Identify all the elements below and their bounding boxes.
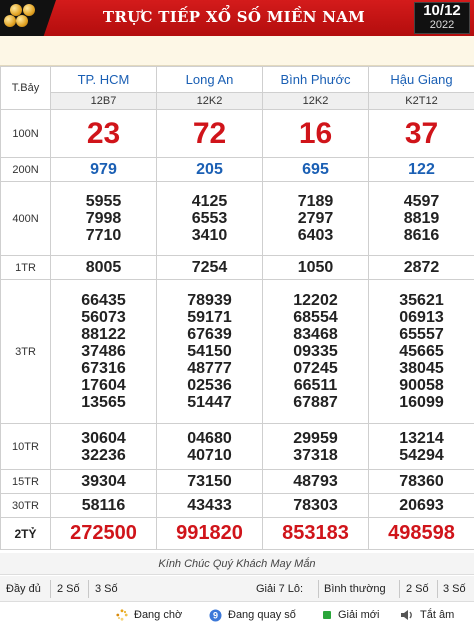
prize-row <box>1 518 474 550</box>
prize-cell <box>263 424 369 470</box>
prize-number: 3410 <box>191 227 228 244</box>
prize-cell <box>157 110 263 158</box>
prize-row <box>1 256 474 280</box>
view-2-digits-button[interactable]: 2 Số <box>57 583 80 595</box>
prize-number: 43433 <box>187 497 232 514</box>
prize-number: 66511 <box>293 377 338 394</box>
prize-label: 400N <box>1 182 51 256</box>
prize-number: 7710 <box>85 227 122 244</box>
prize-cell <box>263 280 369 424</box>
prize-cell <box>157 256 263 280</box>
prize-cell <box>157 470 263 494</box>
prize-row <box>1 470 474 494</box>
prize-number: 83468 <box>293 326 338 343</box>
prize-number: 7254 <box>191 259 228 276</box>
svg-text:9: 9 <box>212 610 219 621</box>
page-title: TRỰC TIẾP XỔ SỐ MIỀN NAM <box>102 8 366 26</box>
prize-row <box>1 110 474 158</box>
prize-number: 20693 <box>399 497 444 514</box>
prize-cell <box>51 280 157 424</box>
sound-toggle-label[interactable]: Tắt âm <box>420 609 455 621</box>
prize-number: 72 <box>192 116 227 150</box>
prize-number: 979 <box>90 160 117 178</box>
prize-number: 48793 <box>293 473 338 490</box>
prize-number: 4597 <box>403 193 440 210</box>
prize-number: 12202 <box>293 292 338 309</box>
lo-3-digits-button[interactable]: 3 Số <box>443 583 466 595</box>
prize-number: 498598 <box>388 522 455 544</box>
prize-number: 07245 <box>293 360 338 377</box>
prize-number: 7189 <box>297 193 334 210</box>
legend-waiting <box>116 602 182 628</box>
prize-number: 78360 <box>399 473 444 490</box>
prize-cell <box>157 280 263 424</box>
prize-number: 67887 <box>293 394 338 411</box>
prize-number: 122 <box>408 160 435 178</box>
prize-row <box>1 494 474 518</box>
prize-number: 65557 <box>399 326 444 343</box>
prize-number: 37318 <box>293 446 338 464</box>
prize-label: 15TR <box>1 470 51 494</box>
ad-band <box>0 36 474 66</box>
prize-number: 32236 <box>81 446 126 464</box>
speaker-icon[interactable] <box>400 609 414 621</box>
sound-toggle[interactable] <box>400 602 454 628</box>
prize-number: 67316 <box>81 360 126 377</box>
prize-number: 45665 <box>399 343 444 360</box>
prize-cell <box>263 110 369 158</box>
prize-cell <box>51 424 157 470</box>
prize-number: 38045 <box>399 360 444 377</box>
prize-cell <box>263 518 369 550</box>
province-code: K2T12 <box>369 93 474 110</box>
prize-label: 3TR <box>1 280 51 424</box>
legend-new-prize <box>322 602 379 628</box>
spinning-number-icon <box>209 609 222 622</box>
prize-number: 8819 <box>403 210 440 227</box>
prize-number: 30604 <box>81 429 126 447</box>
prize-number: 78939 <box>187 292 232 309</box>
prize-cell <box>51 110 157 158</box>
prize-number: 7998 <box>85 210 122 227</box>
prize-cell <box>369 158 474 182</box>
prize-number: 16 <box>298 116 333 150</box>
prize-cell <box>51 256 157 280</box>
date-badge <box>414 2 470 34</box>
new-prize-marker-icon <box>322 610 332 620</box>
province-row <box>1 67 474 93</box>
prize-number: 37486 <box>81 343 126 360</box>
prize-number: 695 <box>302 160 329 178</box>
prize-number: 54294 <box>399 446 444 464</box>
prize-cell <box>51 494 157 518</box>
province-name[interactable]: Hậu Giang <box>369 67 474 93</box>
prize-label: 30TR <box>1 494 51 518</box>
prize-number: 48777 <box>187 360 232 377</box>
prize-number: 06913 <box>399 309 444 326</box>
prize-number: 6553 <box>191 210 228 227</box>
prize-number: 23 <box>86 116 121 150</box>
prize-cell <box>51 518 157 550</box>
prize-number: 1050 <box>297 259 334 276</box>
prize-number: 272500 <box>70 522 137 544</box>
prize-number: 88122 <box>81 326 126 343</box>
prize-cell <box>51 182 157 256</box>
prize-cell <box>51 158 157 182</box>
province-name[interactable]: Bình Phước <box>263 67 369 93</box>
prize-row <box>1 280 474 424</box>
prize-number: 2872 <box>403 259 440 276</box>
prize-number: 59171 <box>187 309 232 326</box>
lo-normal-button[interactable]: Bình thường <box>324 583 386 595</box>
prize-cell <box>263 256 369 280</box>
prize-number: 37 <box>404 116 439 150</box>
legend-new-prize-label: Giải mới <box>338 609 380 621</box>
prize-cell <box>157 494 263 518</box>
prize-cell <box>157 182 263 256</box>
prize-number: 68554 <box>293 309 338 326</box>
day-label: T.Bảy <box>1 67 51 110</box>
prize-row <box>1 424 474 470</box>
display-toolbar <box>0 576 474 602</box>
status-legend <box>0 602 474 628</box>
view-full-button[interactable]: Đầy đủ <box>6 583 41 595</box>
greeting-text: Kính Chúc Quý Khách May Mắn <box>0 553 474 575</box>
prize-cell <box>369 182 474 256</box>
prize-cell <box>369 518 474 550</box>
prize-label: 100N <box>1 110 51 158</box>
header-bar <box>0 0 474 36</box>
prize-cell <box>369 280 474 424</box>
code-row <box>1 93 474 110</box>
province-code: 12K2 <box>263 93 369 110</box>
prize-number: 58116 <box>81 497 126 514</box>
prize-number: 40710 <box>187 446 232 464</box>
legend-waiting-label: Đang chờ <box>134 609 183 621</box>
province-code: 12K2 <box>157 93 263 110</box>
prize-cell <box>369 424 474 470</box>
prize-number: 02536 <box>187 377 232 394</box>
prize-number: 56073 <box>81 309 126 326</box>
prize-number: 13565 <box>81 394 126 411</box>
prize-number: 54150 <box>187 343 232 360</box>
prize-cell <box>369 494 474 518</box>
prize-number: 205 <box>196 160 223 178</box>
prize-cell <box>263 494 369 518</box>
prize-number: 853183 <box>282 522 349 544</box>
prize-cell <box>263 158 369 182</box>
prize-cell <box>263 470 369 494</box>
prize-cell <box>263 182 369 256</box>
prize-number: 35621 <box>399 292 444 309</box>
prize-number: 13214 <box>399 429 444 447</box>
legend-spinning-label: Đang quay số <box>228 609 296 621</box>
prize-number: 66435 <box>81 292 126 309</box>
prize-number: 17604 <box>81 377 126 394</box>
prize-cell <box>369 110 474 158</box>
legend-spinning <box>209 602 296 628</box>
province-code: 12B7 <box>51 93 157 110</box>
results-table <box>0 66 474 550</box>
province-name[interactable]: TP. HCM <box>51 67 157 93</box>
spinner-icon <box>116 609 128 621</box>
prize-cell <box>157 424 263 470</box>
date-year: 2022 <box>429 19 455 31</box>
logo-balls-icon <box>0 0 56 36</box>
prize-cell <box>369 470 474 494</box>
prize-number: 67639 <box>187 326 232 343</box>
prize-number: 4125 <box>191 193 228 210</box>
province-name[interactable]: Long An <box>157 67 263 93</box>
prize-number: 16099 <box>399 394 444 411</box>
prize-cell <box>51 470 157 494</box>
prize-cell <box>157 158 263 182</box>
date-day: 10/12 <box>423 2 461 19</box>
prize-number: 90058 <box>399 377 444 394</box>
prize-number: 29959 <box>293 429 338 447</box>
prize-number: 5955 <box>85 193 122 210</box>
prize-number: 73150 <box>187 473 232 490</box>
lo-2-digits-button[interactable]: 2 Số <box>406 583 429 595</box>
prize-label: 2TỶ <box>1 518 51 550</box>
prize-label: 1TR <box>1 256 51 280</box>
prize-row <box>1 182 474 256</box>
prize-cell <box>157 518 263 550</box>
prize-number: 04680 <box>187 429 232 447</box>
prize-row <box>1 158 474 182</box>
prize-number: 8616 <box>403 227 440 244</box>
prize-number: 8005 <box>85 259 122 276</box>
prize-number: 51447 <box>187 394 232 411</box>
view-3-digits-button[interactable]: 3 Số <box>95 583 118 595</box>
prize-number: 09335 <box>293 343 338 360</box>
prize-number: 991820 <box>176 522 243 544</box>
prize-number: 2797 <box>297 210 334 227</box>
lo-label: Giải 7 Lô: <box>256 583 304 595</box>
prize-cell <box>369 256 474 280</box>
prize-number: 6403 <box>297 227 334 244</box>
prize-label: 200N <box>1 158 51 182</box>
prize-number: 78303 <box>293 497 338 514</box>
prize-label: 10TR <box>1 424 51 470</box>
prize-number: 39304 <box>81 473 126 490</box>
